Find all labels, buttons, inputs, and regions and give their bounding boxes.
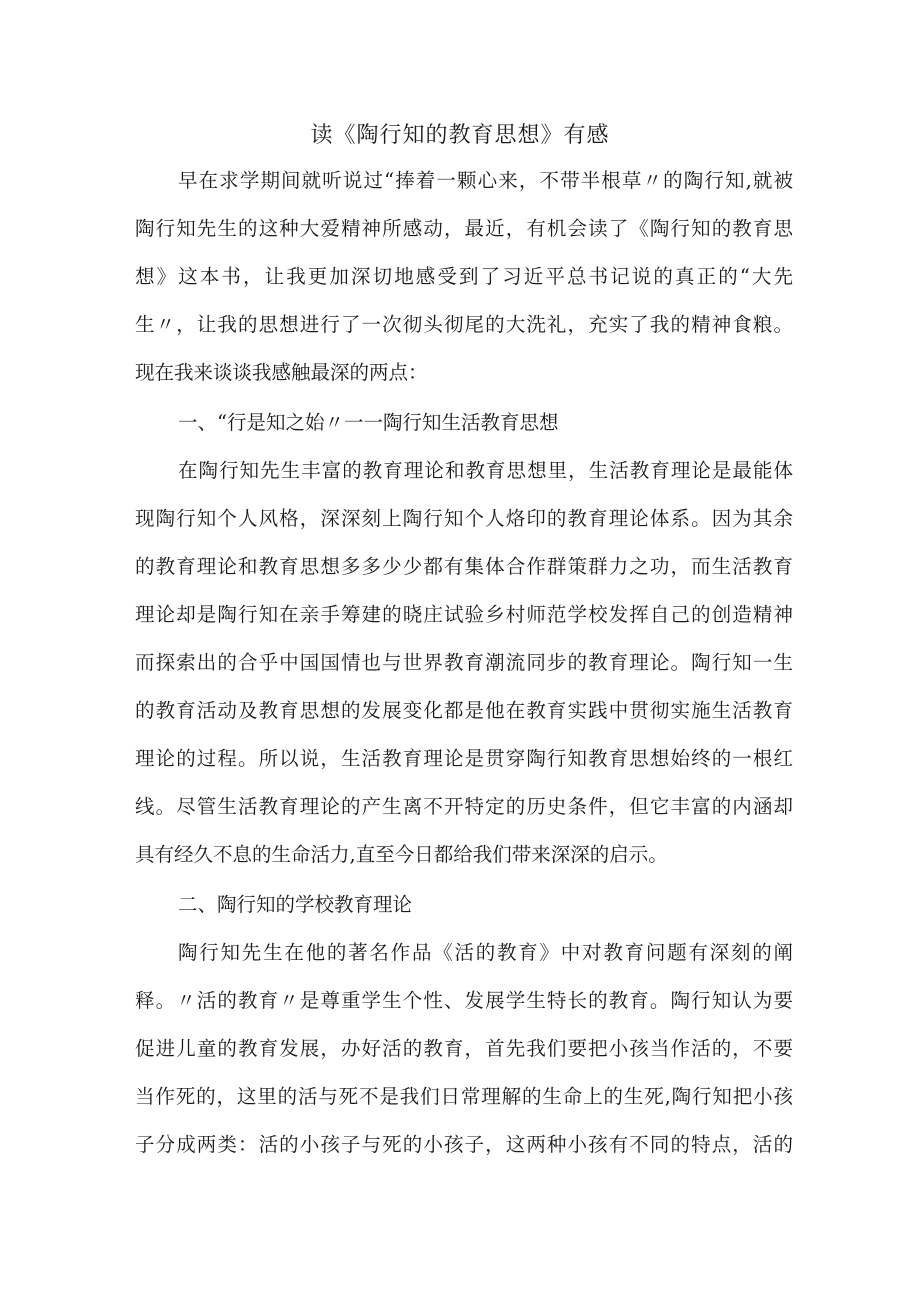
paragraph-line: 现陶行知个人风格，深深刻上陶行知个人烙印的教育理论体系。因为其余 [135,507,793,530]
document-title: 读《陶行知的教育思想》有感 [310,123,610,148]
paragraph-line: 释。〃活的教育〃是尊重学生个性、发展学生特长的教育。陶行知认为要 [135,989,793,1012]
section-heading-2: 二、陶行知的学校教育理论 [178,893,413,916]
paragraph-line: 想》这本书，让我更加深切地感受到了习近平总书记说的真正的“大先 [135,265,793,288]
paragraph-line: 当作死的，这里的活与死不是我们日常理解的生命上的生死,陶行知把小孩 [135,1085,793,1108]
paragraph-line: 生〃，让我的思想进行了一次彻头彻尾的大洗礼，充实了我的精神食粮。 [135,313,793,336]
paragraph-line: 早在求学期间就听说过“捧着一颗心来，不带半根草〃的陶行知,就被 [178,169,793,192]
paragraph-line: 线。尽管生活教育理论的产生离不开特定的历史条件，但它丰富的内涵却 [135,795,793,818]
paragraph-line: 陶行知先生的这种大爱精神所感动，最近，有机会读了《陶行知的教育思 [135,217,793,240]
paragraph-line: 理论却是陶行知在亲手筹建的晓庄试验乡村师范学校发挥自己的创造精神 [135,603,793,626]
paragraph-line: 的教育活动及教育思想的发展变化都是他在教育实践中贯彻实施生活教育 [135,699,793,722]
paragraph-line: 促进儿童的教育发展，办好活的教育，首先我们要把小孩当作活的，不要 [135,1037,793,1060]
paragraph-line: 的教育理论和教育思想多多少少都有集体合作群策群力之功，而生活教育 [135,555,793,578]
paragraph-line: 理论的过程。所以说，生活教育理论是贯穿陶行知教育思想始终的一根红 [135,747,793,770]
paragraph-line: 而探索出的合乎中国国情也与世界教育潮流同步的教育理论。陶行知一生 [135,651,793,674]
paragraph-line: 现在我来谈谈我感触最深的两点： [135,361,428,384]
paragraph-line: 在陶行知先生丰富的教育理论和教育思想里，生活教育理论是最能体 [178,459,793,482]
section-heading-1: 一、“行是知之始〃一一陶行知生活教育思想 [178,411,559,434]
paragraph-line: 具有经久不息的生命活力,直至今日都给我们带来深深的启示。 [135,843,668,866]
paragraph-line: 子分成两类：活的小孩子与死的小孩子，这两种小孩有不同的特点，活的 [135,1133,793,1156]
paragraph-line: 陶行知先生在他的著名作品《活的教育》中对教育问题有深刻的阐 [178,941,793,964]
